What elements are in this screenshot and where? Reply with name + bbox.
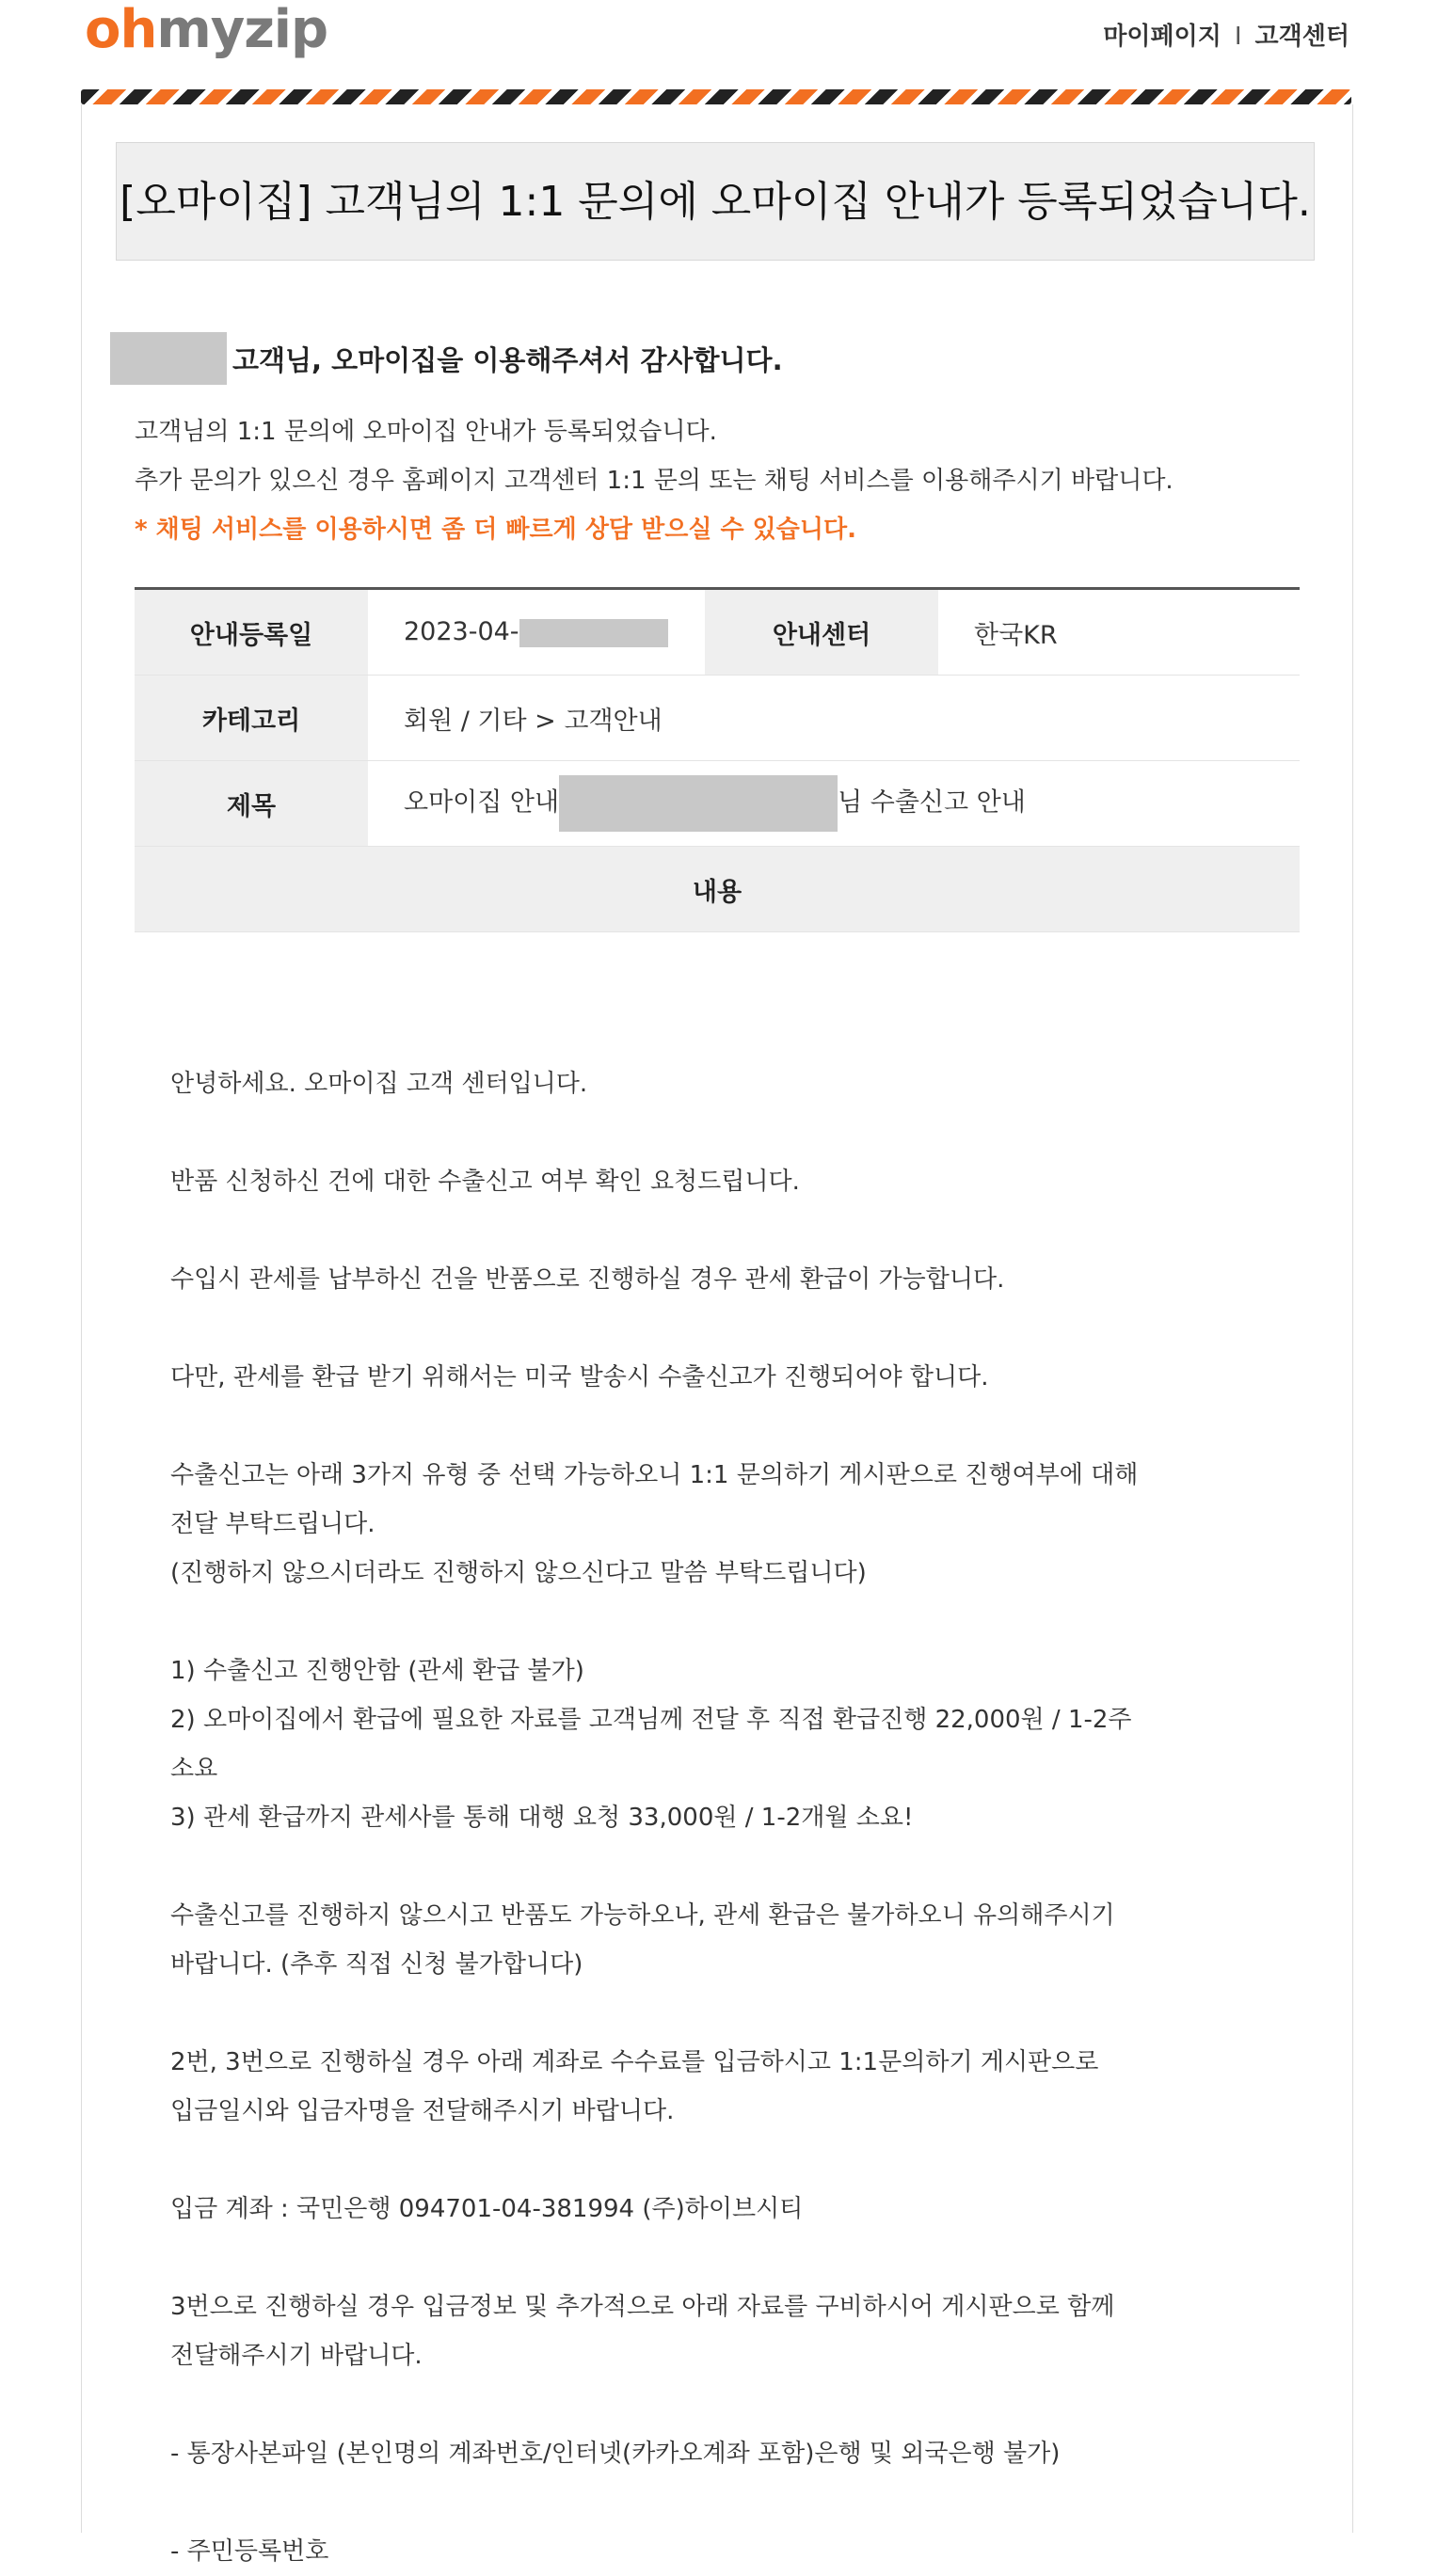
center-value: 한국KR: [938, 589, 1300, 676]
subject-prefix: 오마이집 안내: [404, 787, 560, 818]
content-line: 반품 신청하신 건에 대한 수출신고 여부 확인 요청드립니다.: [170, 1168, 800, 1196]
customer-center-link[interactable]: 고객센터: [1254, 23, 1349, 51]
content-line: (진행하지 않으시더라도 진행하지 않으신다고 말씀 부탁드립니다): [170, 1559, 867, 1587]
option-line: 3) 관세 환급까지 관세사를 통해 대행 요청 33,000원 / 1-2개월 소요!: [170, 1804, 914, 1832]
redacted-date: [519, 619, 668, 647]
redacted-subject: [559, 775, 838, 832]
category-value: 회원 / 기타 > 고객안내: [368, 676, 1300, 761]
logo-oh: oh: [85, 0, 157, 60]
top-links: [1103, 17, 1349, 52]
option-line: 소요: [170, 1755, 218, 1783]
option-line: 2) 오마이집에서 환급에 필요한 자료를 고객님께 전달 후 직접 환급진행 22,000원 / 1-2주: [170, 1706, 1132, 1734]
subject-suffix: 님 수출신고 안내: [838, 787, 1026, 818]
logo-myzip: myzip: [156, 0, 328, 60]
intro-line-1: 고객님의 1:1 문의에 오마이집 안내가 등록되었습니다.: [135, 418, 717, 446]
message-content: [170, 1059, 1318, 2576]
header-stripe-divider: [81, 89, 1351, 104]
redacted-name: [110, 332, 227, 385]
email-title: [오마이집] 고객님의 1:1 문의에 오마이집 안내가 등록되었습니다.: [116, 142, 1315, 261]
link-separator: I: [1234, 23, 1242, 51]
header: [0, 0, 1453, 85]
content-line: 3번으로 진행하실 경우 입금정보 및 추가적으로 아래 자료를 구비하시어 게시판으로 함께: [170, 2293, 1115, 2321]
content-line: 2번, 3번으로 진행하실 경우 아래 계좌로 수수료를 입금하시고 1:1문의하기 게시판으로: [170, 2048, 1099, 2076]
subject-label: 제목: [135, 761, 368, 847]
content-line: 바랍니다. (추후 직접 신청 불가합니다): [170, 1950, 583, 1979]
content-line: 안녕하세요. 오마이집 고객 센터입니다.: [170, 1070, 588, 1098]
intro-text: [135, 407, 1174, 554]
inquiry-info-table: [135, 587, 1300, 932]
mypage-link[interactable]: 마이페이지: [1103, 23, 1221, 51]
intro-line-2: 추가 문의가 있으신 경우 홈페이지 고객센터 1:1 문의 또는 채팅 서비스를 이용해주시기 바랍니다.: [135, 467, 1174, 495]
content-line: 수입시 관세를 납부하신 건을 반품으로 진행하실 경우 관세 환급이 가능합니다.: [170, 1265, 1005, 1294]
table-row: [135, 589, 1300, 676]
category-label: 카테고리: [135, 676, 368, 761]
content-line: 전달해주시기 바랍니다.: [170, 2342, 423, 2370]
content-line: 다만, 관세를 환급 받기 위해서는 미국 발송시 수출신고가 진행되어야 합니다.: [170, 1363, 989, 1391]
center-label: 안내센터: [705, 589, 938, 676]
content-line: 수출신고는 아래 3가지 유형 중 선택 가능하오니 1:1 문의하기 게시판으로 진행여부에 대해: [170, 1461, 1139, 1489]
chat-service-notice: * 채팅 서비스를 이용하시면 좀 더 빠르게 상담 받으실 수 있습니다.: [135, 516, 857, 544]
required-doc-line: - 주민등록번호: [170, 2537, 329, 2566]
date-value-cell: [368, 589, 705, 676]
content-line: 전달 부탁드립니다.: [170, 1510, 375, 1538]
table-row: [135, 761, 1300, 847]
email-card: [81, 104, 1353, 2566]
content-line: 입금일시와 입금자명을 전달해주시기 바랍니다.: [170, 2097, 675, 2125]
table-row: [135, 847, 1300, 932]
content-label: 내용: [135, 847, 1300, 932]
date-label: 안내등록일: [135, 589, 368, 676]
option-line: 1) 수출신고 진행안함 (관세 환급 불가): [170, 1657, 584, 1685]
subject-value-cell: [368, 761, 1300, 847]
required-doc-line: - 통장사본파일 (본인명의 계좌번호/인터넷(카카오계좌 포함)은행 및 외국은행 불가): [170, 2440, 1061, 2468]
greeting-text: 고객님, 오마이집을 이용해주셔서 감사합니다.: [232, 343, 783, 376]
bank-account-line: 입금 계좌 : 국민은행 094701-04-381994 (주)하이브시티: [170, 2195, 804, 2223]
ohmyzip-logo[interactable]: [85, 2, 327, 58]
greeting: [110, 332, 783, 385]
table-row: [135, 676, 1300, 761]
date-value: 2023-04-: [404, 617, 519, 647]
content-line: 수출신고를 진행하지 않으시고 반품도 가능하오나, 관세 환급은 불가하오니 유의해주시기: [170, 1901, 1115, 1930]
